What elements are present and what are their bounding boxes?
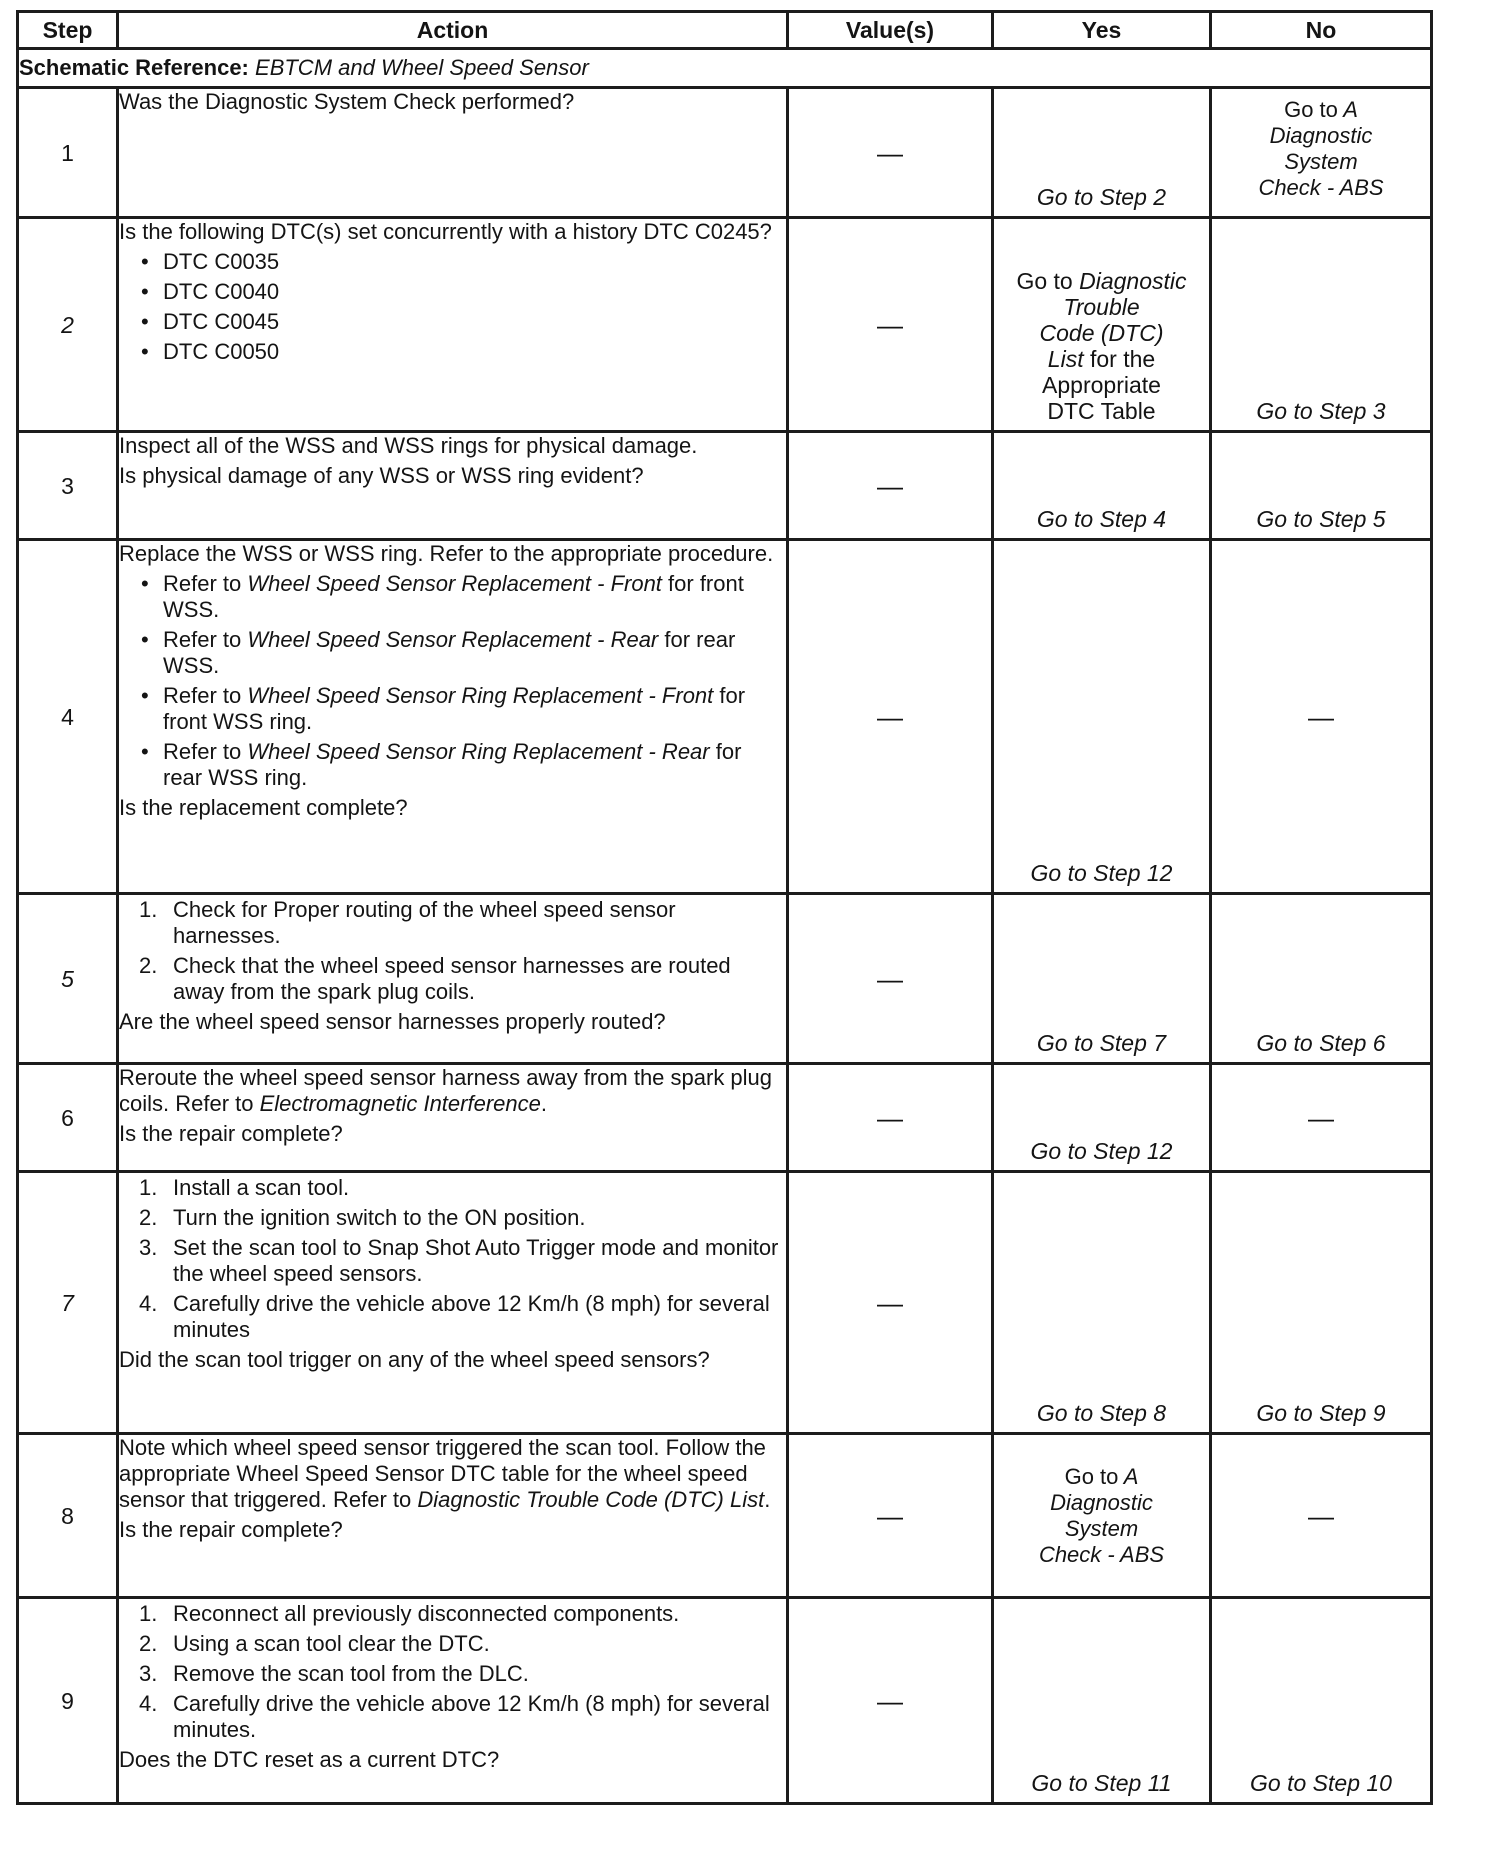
action-question: Are the wheel speed sensor harnesses properly routed? xyxy=(119,1009,666,1034)
list-item: 1. Check for Proper routing of the wheel speed sensor harnesses. xyxy=(139,897,676,948)
no-cell xyxy=(1211,540,1432,894)
no-line: Diagnostic xyxy=(1269,123,1373,148)
value-cell: — xyxy=(788,432,993,540)
step-text: Turn the ignition switch to the ON position. xyxy=(173,1205,586,1230)
yes-cell xyxy=(993,1172,1211,1434)
action-text: Note which wheel speed sensor triggered the scan tool. Follow the appropriate Wheel Speed Sensor DTC table for the wheel speed sensor that triggered. Refer to Diagnostic Trouble Code (DTC) List. xyxy=(119,1435,771,1512)
yes-cell xyxy=(993,1598,1211,1804)
step-number: 2 xyxy=(18,218,118,432)
header-no: No xyxy=(1211,12,1432,49)
yes-cell xyxy=(993,1064,1211,1172)
yes-cell xyxy=(993,894,1211,1064)
yes-line: System xyxy=(1064,1515,1139,1541)
procedure-link[interactable]: Electromagnetic Interference xyxy=(259,1091,541,1116)
step-text: Carefully drive the vehicle above 12 Km/h (8 mph) for several minutes. xyxy=(173,1691,770,1742)
action-question: Is the repair complete? xyxy=(119,1121,343,1146)
action-text: Was the Diagnostic System Check performed? xyxy=(119,89,575,114)
table-row xyxy=(18,1434,1432,1598)
list-item xyxy=(141,683,786,735)
action-cell xyxy=(118,1598,788,1804)
header-values: Value(s) xyxy=(788,12,993,49)
yes-cell xyxy=(993,88,1211,218)
list-item: 3. Set the scan tool to Snap Shot Auto Trigger mode and monitor the wheel speed sensors. xyxy=(139,1235,779,1286)
value-cell: — xyxy=(788,540,993,894)
action-cell xyxy=(118,894,788,1064)
procedure-link[interactable]: Wheel Speed Sensor Ring Replacement - Rear xyxy=(247,739,710,764)
yes-line: A xyxy=(1123,1463,1139,1489)
steps-list xyxy=(119,1601,786,1743)
list-item xyxy=(141,571,786,623)
list-item: 2. Using a scan tool clear the DTC. xyxy=(139,1631,490,1656)
table-row xyxy=(18,1172,1432,1434)
schematic-reference xyxy=(18,49,1432,88)
step-text: Carefully drive the vehicle above 12 Km/h (8 mph) for several minutes xyxy=(173,1291,770,1342)
step-text: Check that the wheel speed sensor harnesses are routed away from the spark plug coils. xyxy=(173,953,731,1004)
step-text: Check for Proper routing of the wheel speed sensor harnesses. xyxy=(173,897,676,948)
yes-link[interactable]: Go to Step 12 xyxy=(1030,1138,1173,1164)
no-value: — xyxy=(1308,1102,1334,1133)
table-row xyxy=(18,1064,1432,1172)
steps-list xyxy=(119,897,786,1005)
ref-prefix: Refer to xyxy=(163,627,248,652)
no-value: — xyxy=(1308,1500,1334,1531)
yes-cell xyxy=(993,540,1211,894)
action-cell xyxy=(118,1064,788,1172)
step-text: Remove the scan tool from the DLC. xyxy=(173,1661,529,1686)
header-action: Action xyxy=(118,12,788,49)
value-cell: — xyxy=(788,1598,993,1804)
no-line: Check - ABS xyxy=(1258,175,1384,200)
yes-line: DTC Table xyxy=(1047,398,1156,424)
yes-link[interactable]: Go to Step 2 xyxy=(1036,184,1167,210)
action-cell xyxy=(118,1172,788,1434)
dtc-list xyxy=(119,249,786,365)
ref-prefix: Refer to xyxy=(163,571,248,596)
header-row xyxy=(18,12,1432,49)
value-cell: — xyxy=(788,894,993,1064)
list-item: • DTC C0050 xyxy=(141,339,786,365)
step-number: 3 xyxy=(18,432,118,540)
no-cell xyxy=(1211,1064,1432,1172)
action-cell xyxy=(118,540,788,894)
procedure-link[interactable]: Diagnostic Trouble Code (DTC) List xyxy=(417,1487,765,1512)
yes-cell xyxy=(993,1434,1211,1598)
procedure-list xyxy=(119,571,786,791)
table-row xyxy=(18,88,1432,218)
action-cell xyxy=(118,432,788,540)
yes-line: Code (DTC) xyxy=(1039,320,1164,346)
value-cell: — xyxy=(788,88,993,218)
no-line: System xyxy=(1284,149,1358,174)
ref-suffix: for rear WSS. xyxy=(163,627,736,678)
schematic-label: Schematic Reference: xyxy=(19,55,249,80)
yes-cell xyxy=(993,218,1211,432)
procedure-link[interactable]: Wheel Speed Sensor Replacement - Rear xyxy=(247,627,659,652)
step-number: 4 xyxy=(18,540,118,894)
list-item: 4. Carefully drive the vehicle above 12 Km/h (8 mph) for several minutes xyxy=(139,1291,770,1342)
step-number: 8 xyxy=(18,1434,118,1598)
yes-link[interactable]: Go to Step 4 xyxy=(1036,506,1167,532)
value-cell: — xyxy=(788,1434,993,1598)
no-link[interactable]: Go to Step 5 xyxy=(1256,506,1386,532)
no-link[interactable]: Go to Step 6 xyxy=(1256,1030,1386,1056)
ref-suffix: for front WSS. xyxy=(163,571,744,622)
no-cell xyxy=(1211,894,1432,1064)
list-item: 2. Check that the wheel speed sensor harnesses are routed away from the spark plug coils. xyxy=(139,953,731,1004)
no-cell xyxy=(1211,432,1432,540)
value-cell: — xyxy=(788,1172,993,1434)
no-line: A xyxy=(1343,97,1358,122)
header-step: Step xyxy=(18,12,118,49)
no-link[interactable]: Go to Step 9 xyxy=(1256,1400,1386,1426)
value-cell: — xyxy=(788,1064,993,1172)
schematic-value: EBTCM and Wheel Speed Sensor xyxy=(255,55,589,80)
ref-prefix: Refer to xyxy=(163,683,248,708)
diagnostic-table xyxy=(16,10,1433,1805)
list-item: 1. Reconnect all previously disconnected components. xyxy=(139,1601,680,1626)
no-cell xyxy=(1211,88,1432,218)
action-cell xyxy=(118,88,788,218)
list-item: • DTC C0045 xyxy=(141,309,786,335)
list-item: 1. Install a scan tool. xyxy=(139,1175,350,1200)
yes-link[interactable]: Go to Step 7 xyxy=(1036,1030,1167,1056)
ref-suffix: for front WSS ring. xyxy=(163,683,746,734)
procedure-link[interactable]: Wheel Speed Sensor Replacement - Front xyxy=(247,571,662,596)
no-cell xyxy=(1211,1598,1432,1804)
action-cell xyxy=(118,1434,788,1598)
no-cell xyxy=(1211,218,1432,432)
action-question: Did the scan tool trigger on any of the wheel speed sensors? xyxy=(119,1347,710,1372)
table-row xyxy=(18,218,1432,432)
schematic-row xyxy=(18,49,1432,88)
step-text: Using a scan tool clear the DTC. xyxy=(173,1631,490,1656)
procedure-link[interactable]: Wheel Speed Sensor Ring Replacement - Front xyxy=(247,683,714,708)
yes-line: Appropriate xyxy=(1042,372,1161,398)
action-text: Replace the WSS or WSS ring. Refer to the appropriate procedure. xyxy=(119,541,774,566)
list-item: 2. Turn the ignition switch to the ON position. xyxy=(139,1205,586,1230)
step-text: Install a scan tool. xyxy=(173,1175,350,1200)
list-item: • DTC C0040 xyxy=(141,279,786,305)
table-row xyxy=(18,1598,1432,1804)
header-yes: Yes xyxy=(993,12,1211,49)
yes-link[interactable]: Go to Diagnostic Trouble Code (DTC) List for the Appropriate DTC Table xyxy=(994,268,1209,424)
step-number: 6 xyxy=(18,1064,118,1172)
yes-line: Trouble xyxy=(1063,294,1140,320)
step-text: Set the scan tool to Snap Shot Auto Trigger mode and monitor the wheel speed sensors. xyxy=(173,1235,779,1286)
no-cell xyxy=(1211,1172,1432,1434)
step-number: 7 xyxy=(18,1172,118,1434)
ref-prefix: Refer to xyxy=(163,739,248,764)
no-link[interactable]: Go to A Diagnostic System Check - ABS xyxy=(1212,97,1430,201)
action-question: Is the repair complete? xyxy=(119,1517,343,1542)
step-number: 5 xyxy=(18,894,118,1064)
yes-line: Diagnostic xyxy=(1050,1489,1153,1515)
step-number: 9 xyxy=(18,1598,118,1804)
yes-link[interactable]: Go to Step 8 xyxy=(1036,1400,1167,1426)
no-link[interactable]: Go to Step 3 xyxy=(1256,398,1386,424)
yes-link[interactable]: Go to A Diagnostic System Check - ABS xyxy=(994,1464,1209,1568)
action-question: Is the replacement complete? xyxy=(119,795,408,820)
table-row xyxy=(18,540,1432,894)
yes-cell xyxy=(993,432,1211,540)
no-value: — xyxy=(1308,701,1334,732)
steps-list xyxy=(119,1175,786,1343)
table-row xyxy=(18,894,1432,1064)
no-link[interactable]: Go to Step 10 xyxy=(1250,1770,1392,1796)
list-item: 4. Carefully drive the vehicle above 12 Km/h (8 mph) for several minutes. xyxy=(139,1691,770,1742)
yes-link[interactable]: Go to Step 11 xyxy=(1031,1770,1172,1796)
list-item: • DTC C0035 xyxy=(141,249,786,275)
no-cell xyxy=(1211,1434,1432,1598)
action-question: Is physical damage of any WSS or WSS ring evident? xyxy=(119,463,644,488)
yes-link[interactable]: Go to Step 12 xyxy=(1030,860,1173,886)
action-text: Inspect all of the WSS and WSS rings for physical damage. xyxy=(119,433,698,458)
value-cell: — xyxy=(788,218,993,432)
action-cell xyxy=(118,218,788,432)
step-number: 1 xyxy=(18,88,118,218)
list-item xyxy=(141,627,786,679)
step-text: Reconnect all previously disconnected components. xyxy=(173,1601,680,1626)
action-question: Does the DTC reset as a current DTC? xyxy=(119,1747,500,1772)
yes-line: Check - ABS xyxy=(1038,1541,1165,1567)
action-text: Reroute the wheel speed sensor harness away from the spark plug coils. Refer to Electromagnetic Interference. xyxy=(119,1065,773,1116)
action-text: Is the following DTC(s) set concurrently with a history DTC C0245? xyxy=(119,219,772,244)
list-item: 3. Remove the scan tool from the DLC. xyxy=(139,1661,529,1686)
list-item xyxy=(141,739,786,791)
table-row xyxy=(18,432,1432,540)
ref-suffix: for rear WSS ring. xyxy=(163,739,742,790)
